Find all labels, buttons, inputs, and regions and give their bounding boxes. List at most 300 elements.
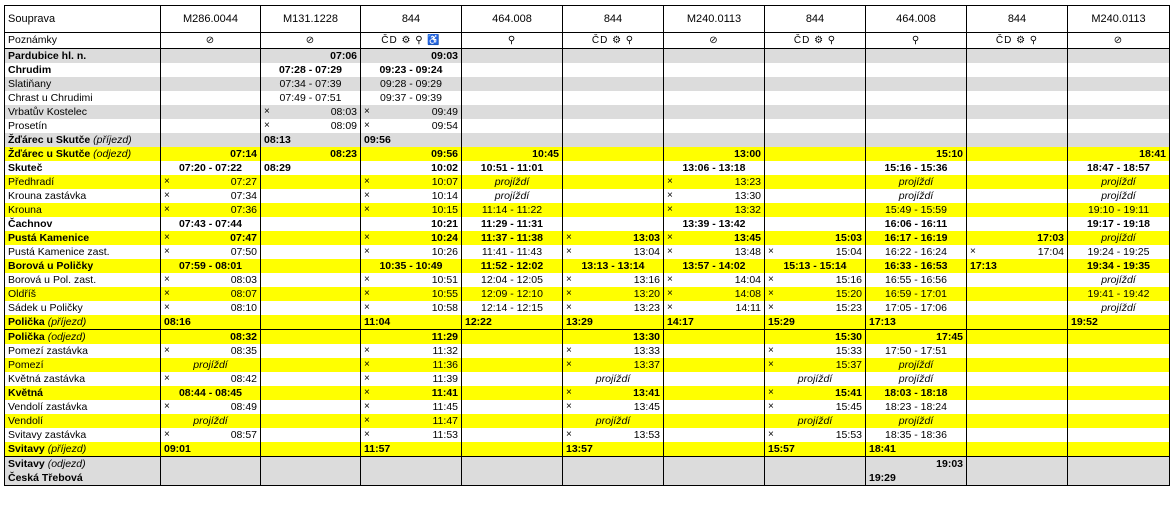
station-name	[5, 344, 161, 358]
time-cell	[967, 273, 1068, 287]
time-cell	[765, 203, 866, 217]
time-cell	[866, 147, 967, 161]
time-cell	[765, 414, 866, 428]
time-value: 08:44 - 08:45	[178, 387, 243, 399]
station-label: Svitavy zastávka	[8, 429, 87, 441]
time-value: 10:21	[431, 218, 458, 230]
time-cell	[866, 428, 967, 442]
pass-through-note: projíždí	[797, 415, 833, 427]
train-number: 464.008	[462, 6, 563, 33]
table-row	[5, 175, 1170, 189]
time-cell	[361, 442, 462, 457]
time-cell	[1068, 147, 1170, 161]
request-stop-mark: ×	[768, 359, 774, 370]
request-stop-mark: ×	[364, 302, 370, 313]
request-stop-mark: ×	[364, 274, 370, 285]
time-value: 11:52 - 12:02	[480, 260, 544, 272]
time-cell	[765, 344, 866, 358]
pass-through-note: projíždí	[898, 190, 934, 202]
time-value: 13:23	[734, 176, 761, 188]
time-cell	[261, 287, 361, 301]
station-label: Chrast u Chrudimi	[8, 92, 93, 104]
table-row	[5, 414, 1170, 428]
time-value: 08:57	[230, 429, 257, 441]
time-cell	[563, 315, 664, 330]
time-value: 10:51	[431, 274, 458, 286]
time-cell	[161, 372, 261, 386]
train-number: M240.0113	[1068, 6, 1170, 33]
time-cell	[765, 63, 866, 77]
request-stop-mark: ×	[566, 246, 572, 257]
time-cell	[261, 91, 361, 105]
time-cell	[967, 77, 1068, 91]
no-bike-icon: ⊘	[664, 33, 765, 49]
time-cell	[261, 330, 361, 345]
time-cell	[664, 414, 765, 428]
table-row	[5, 442, 1170, 457]
time-cell	[161, 245, 261, 259]
time-value: 16:06 - 16:11	[884, 218, 948, 230]
time-value: 08:10	[230, 302, 257, 314]
table-row	[5, 161, 1170, 175]
time-cell	[261, 175, 361, 189]
time-cell	[967, 105, 1068, 119]
time-cell	[563, 287, 664, 301]
arrival-departure-note: (odjezd)	[47, 458, 86, 470]
time-value: 07:50	[230, 246, 257, 258]
time-cell	[462, 457, 563, 472]
time-value: 15:10	[936, 148, 963, 160]
time-cell	[866, 231, 967, 245]
time-cell	[361, 189, 462, 203]
station-label: Vendolí	[8, 415, 44, 427]
train-number: 844	[361, 6, 462, 33]
time-cell	[261, 386, 361, 400]
time-cell	[161, 119, 261, 133]
time-cell	[563, 273, 664, 287]
time-cell	[261, 161, 361, 175]
time-value: 11:29	[431, 331, 458, 343]
time-cell	[161, 442, 261, 457]
table-row	[5, 189, 1170, 203]
time-cell	[664, 203, 765, 217]
time-cell	[261, 133, 361, 147]
time-cell	[361, 330, 462, 345]
time-cell	[765, 372, 866, 386]
table-row	[5, 287, 1170, 301]
request-stop-mark: ×	[364, 415, 370, 426]
time-cell	[261, 189, 361, 203]
time-cell	[462, 161, 563, 175]
time-cell	[361, 63, 462, 77]
time-value: 10:14	[431, 190, 458, 202]
time-cell	[967, 231, 1068, 245]
pass-through-note: projíždí	[1101, 190, 1136, 202]
time-cell	[161, 301, 261, 315]
time-cell	[161, 273, 261, 287]
pass-through-note: projíždí	[898, 359, 934, 371]
time-cell	[563, 301, 664, 315]
time-value: 15:37	[835, 359, 862, 371]
time-cell	[866, 161, 967, 175]
time-cell	[462, 386, 563, 400]
time-cell	[361, 133, 462, 147]
no-bike-icon: ⊘	[1068, 33, 1170, 49]
time-cell	[866, 133, 967, 147]
table-row	[5, 400, 1170, 414]
time-cell	[664, 315, 765, 330]
request-stop-mark: ×	[364, 204, 370, 215]
time-cell	[261, 301, 361, 315]
station-name	[5, 245, 161, 259]
time-cell	[563, 344, 664, 358]
time-cell	[462, 147, 563, 161]
time-cell	[261, 372, 361, 386]
pass-through-note: projíždí	[1101, 274, 1136, 286]
time-cell	[866, 259, 967, 273]
time-cell	[462, 372, 563, 386]
time-cell	[361, 217, 462, 231]
time-cell	[1068, 344, 1170, 358]
time-cell	[866, 344, 967, 358]
table-row	[5, 457, 1170, 472]
arrival-departure-note: (příjezd)	[47, 316, 87, 328]
time-cell	[866, 217, 967, 231]
time-value: 18:47 - 18:57	[1086, 162, 1151, 174]
time-cell	[664, 301, 765, 315]
time-cell	[967, 330, 1068, 345]
time-cell	[967, 315, 1068, 330]
station-label: Žďárec u Skutče	[8, 134, 91, 146]
station-label: Borová u Pol. zast.	[8, 274, 97, 286]
station-label: Polička	[8, 331, 45, 343]
time-cell	[563, 358, 664, 372]
station-label: Pomezí	[8, 359, 44, 371]
arrival-departure-note: (příjezd)	[47, 443, 87, 455]
request-stop-mark: ×	[164, 190, 170, 201]
time-value: 11:53	[432, 429, 458, 441]
time-cell	[664, 471, 765, 486]
pass-through-note: projíždí	[797, 373, 833, 385]
request-stop-mark: ×	[667, 246, 673, 257]
train-number: 844	[765, 6, 866, 33]
time-cell	[361, 161, 462, 175]
time-cell	[866, 273, 967, 287]
station-name	[5, 315, 161, 330]
request-stop-mark: ×	[364, 429, 370, 440]
table-row	[5, 105, 1170, 119]
time-cell	[361, 358, 462, 372]
time-cell	[563, 428, 664, 442]
time-value: 19:41 - 19:42	[1087, 288, 1150, 300]
time-cell	[664, 63, 765, 77]
time-cell	[1068, 301, 1170, 315]
station-label: Vrbatův Kostelec	[8, 106, 87, 118]
time-cell	[563, 161, 664, 175]
time-value: 14:04	[734, 274, 761, 286]
station-name	[5, 217, 161, 231]
time-value: 14:17	[667, 316, 694, 328]
time-value: 08:23	[330, 148, 357, 160]
time-cell	[361, 315, 462, 330]
time-cell	[967, 217, 1068, 231]
time-cell	[361, 49, 462, 64]
time-value: 12:14 - 12:15	[481, 302, 543, 314]
time-cell	[361, 203, 462, 217]
time-cell	[361, 147, 462, 161]
time-cell	[664, 442, 765, 457]
time-value: 17:13	[869, 316, 896, 328]
time-cell	[1068, 442, 1170, 457]
header-label: Souprava	[5, 6, 161, 33]
time-cell	[563, 471, 664, 486]
time-cell	[361, 471, 462, 486]
request-stop-mark: ×	[364, 232, 370, 243]
station-name	[5, 386, 161, 400]
request-stop-mark: ×	[164, 204, 170, 215]
time-cell	[361, 301, 462, 315]
time-value: 09:01	[164, 443, 191, 455]
time-cell	[967, 259, 1068, 273]
time-cell	[967, 386, 1068, 400]
time-cell	[462, 315, 563, 330]
time-cell	[462, 217, 563, 231]
time-cell	[462, 189, 563, 203]
station-name	[5, 301, 161, 315]
time-cell	[866, 91, 967, 105]
time-cell	[765, 175, 866, 189]
time-cell	[563, 414, 664, 428]
station-name	[5, 259, 161, 273]
time-cell	[664, 259, 765, 273]
time-cell	[462, 287, 563, 301]
time-cell	[563, 91, 664, 105]
time-value: 19:24 - 19:25	[1087, 246, 1150, 258]
request-stop-mark: ×	[768, 274, 774, 285]
request-stop-mark: ×	[768, 288, 774, 299]
service-icons: ČD ⚙ ⚲ ♿	[361, 33, 462, 49]
time-cell	[866, 287, 967, 301]
request-stop-mark: ×	[164, 373, 170, 384]
time-cell	[261, 414, 361, 428]
time-cell	[1068, 372, 1170, 386]
station-label: Svitavy	[8, 443, 45, 455]
time-value: 16:22 - 16:24	[885, 246, 947, 258]
time-value: 07:59 - 08:01	[178, 260, 243, 272]
table-row	[5, 330, 1170, 345]
time-cell	[1068, 133, 1170, 147]
time-cell	[765, 49, 866, 64]
time-cell	[1068, 414, 1170, 428]
request-stop-mark: ×	[667, 190, 673, 201]
time-cell	[765, 428, 866, 442]
time-value: 08:35	[230, 345, 257, 357]
request-stop-mark: ×	[566, 302, 572, 313]
time-value: 11:41 - 11:43	[481, 246, 543, 258]
time-cell	[866, 245, 967, 259]
time-value: 07:36	[230, 204, 257, 216]
time-cell	[563, 259, 664, 273]
time-cell	[1068, 49, 1170, 64]
request-stop-mark: ×	[164, 288, 170, 299]
request-stop-mark: ×	[164, 302, 170, 313]
service-icons: ČD ⚙ ⚲	[967, 33, 1068, 49]
time-cell	[563, 189, 664, 203]
time-cell	[866, 63, 967, 77]
station-name	[5, 372, 161, 386]
time-cell	[664, 77, 765, 91]
time-cell	[161, 91, 261, 105]
time-value: 16:59 - 17:01	[885, 288, 947, 300]
time-value: 08:03	[230, 274, 257, 286]
time-value: 16:17 - 16:19	[884, 232, 948, 244]
time-cell	[161, 77, 261, 91]
time-cell	[462, 245, 563, 259]
time-cell	[1068, 358, 1170, 372]
time-cell	[765, 400, 866, 414]
request-stop-mark: ×	[667, 274, 673, 285]
train-number: 464.008	[866, 6, 967, 33]
arrival-departure-note: (odjezd)	[93, 148, 132, 160]
station-label: Krouna	[8, 204, 42, 216]
time-cell	[664, 161, 765, 175]
request-stop-mark: ×	[667, 204, 673, 215]
station-label: Polička	[8, 316, 45, 328]
pass-through-note: projíždí	[1101, 232, 1136, 244]
time-value: 13:30	[734, 190, 761, 202]
request-stop-mark: ×	[566, 429, 572, 440]
time-value: 13:37	[633, 359, 660, 371]
time-cell	[967, 471, 1068, 486]
time-cell	[765, 315, 866, 330]
time-cell	[967, 189, 1068, 203]
request-stop-mark: ×	[768, 302, 774, 313]
station-label: Borová u Poličky	[8, 260, 94, 272]
time-cell	[765, 231, 866, 245]
request-stop-mark: ×	[566, 401, 572, 412]
time-cell	[462, 330, 563, 345]
time-cell	[462, 344, 563, 358]
pass-through-note: projíždí	[494, 190, 530, 202]
station-label: Pardubice hl. n.	[8, 50, 87, 62]
time-value: 15:23	[835, 302, 862, 314]
time-value: 15:16 - 15:36	[884, 162, 948, 174]
time-cell	[1068, 471, 1170, 486]
request-stop-mark: ×	[164, 274, 170, 285]
table-row	[5, 91, 1170, 105]
time-cell	[664, 231, 765, 245]
time-value: 10:58	[431, 302, 458, 314]
time-cell	[361, 400, 462, 414]
time-cell	[664, 273, 765, 287]
time-value: 15:57	[768, 443, 795, 455]
time-cell	[765, 259, 866, 273]
service-icons: ČD ⚙ ⚲	[563, 33, 664, 49]
time-value: 13:30	[633, 331, 660, 343]
time-cell	[866, 457, 967, 472]
time-value: 11:29 - 11:31	[481, 218, 543, 230]
time-cell	[664, 245, 765, 259]
time-value: 13:45	[734, 232, 761, 244]
station-label: Oldříš	[8, 288, 37, 300]
time-cell	[765, 287, 866, 301]
time-cell	[161, 189, 261, 203]
time-value: 15:04	[835, 246, 862, 258]
time-cell	[261, 273, 361, 287]
time-cell	[866, 119, 967, 133]
station-name	[5, 105, 161, 119]
time-cell	[664, 147, 765, 161]
time-value: 15:49 - 15:59	[885, 204, 947, 216]
table-row	[5, 344, 1170, 358]
time-cell	[161, 330, 261, 345]
time-value: 07:34 - 07:39	[279, 78, 342, 90]
time-cell	[361, 259, 462, 273]
time-value: 08:29	[264, 162, 291, 174]
time-value: 08:49	[230, 401, 257, 413]
time-cell	[462, 301, 563, 315]
time-cell	[1068, 161, 1170, 175]
time-value: 19:52	[1071, 316, 1098, 328]
time-cell	[462, 203, 563, 217]
time-value: 14:11	[735, 302, 761, 314]
time-cell	[261, 245, 361, 259]
station-label: Pomezí zastávka	[8, 345, 88, 357]
time-cell	[664, 105, 765, 119]
time-cell	[967, 414, 1068, 428]
service-icons: ČD ⚙ ⚲	[765, 33, 866, 49]
time-value: 16:33 - 16:53	[884, 260, 948, 272]
time-value: 15:03	[835, 232, 862, 244]
time-cell	[563, 63, 664, 77]
time-value: 17:04	[1037, 246, 1064, 258]
station-name	[5, 49, 161, 64]
notes-label: Poznámky	[5, 33, 161, 49]
request-stop-mark: ×	[364, 246, 370, 257]
station-name	[5, 63, 161, 77]
time-value: 18:35 - 18:36	[885, 429, 947, 441]
time-value: 13:32	[734, 204, 761, 216]
time-value: 11:45	[432, 401, 458, 413]
time-cell	[866, 442, 967, 457]
time-value: 10:45	[532, 148, 559, 160]
time-cell	[866, 414, 967, 428]
table-row	[5, 273, 1170, 287]
time-cell	[261, 428, 361, 442]
time-cell	[664, 217, 765, 231]
time-value: 17:13	[970, 260, 997, 272]
time-cell	[563, 457, 664, 472]
train-number: 844	[563, 6, 664, 33]
time-cell	[361, 414, 462, 428]
time-value: 09:28 - 09:29	[380, 78, 442, 90]
pass-through-note: projíždí	[898, 373, 934, 385]
time-value: 15:53	[835, 429, 862, 441]
time-value: 10:15	[431, 204, 458, 216]
station-label: Květná	[8, 387, 44, 399]
request-stop-mark: ×	[566, 288, 572, 299]
time-value: 12:04 - 12:05	[481, 274, 543, 286]
time-cell	[361, 428, 462, 442]
time-value: 15:30	[835, 331, 862, 343]
table-row	[5, 428, 1170, 442]
time-cell	[261, 231, 361, 245]
time-value: 16:55 - 16:56	[885, 274, 947, 286]
time-cell	[967, 344, 1068, 358]
time-cell	[462, 442, 563, 457]
time-cell	[866, 105, 967, 119]
time-cell	[1068, 77, 1170, 91]
